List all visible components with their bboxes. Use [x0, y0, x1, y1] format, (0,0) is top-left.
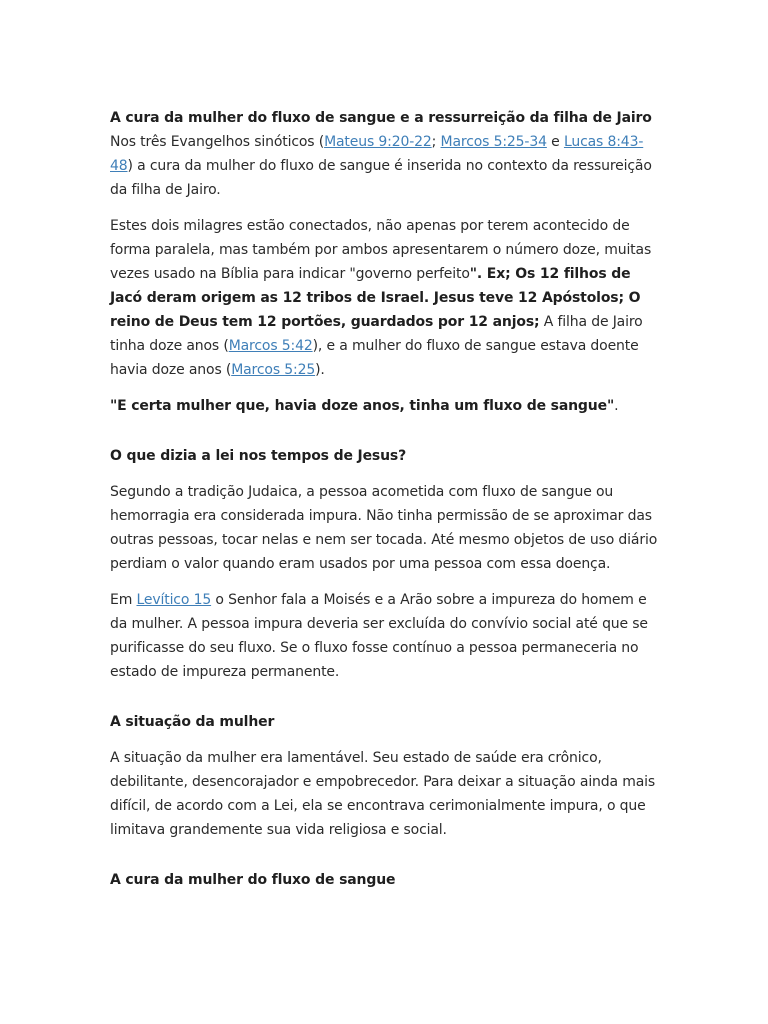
text-span: ; [431, 134, 441, 150]
link-levitico-15[interactable]: Levítico 15 [136, 592, 212, 608]
text-span: Nos três Evangelhos sinóticos ( [110, 134, 325, 150]
text-span: o Senhor fala a Moisés e a Arão sobre a impureza do homem e da mulher. A pessoa impura deveria ser excluída do convívio social até que se purificasse do seu fluxo. Se o fluxo fosse contínuo a pessoa permaneceria no estado de impureza permanente. [110, 592, 648, 680]
text-span: ) a cura da mulher do fluxo de sangue é inserida no contexto da ressureição da filha de Jairo. [110, 158, 652, 198]
text-span: A filha de Jairo tinha doze anos ( [110, 314, 643, 354]
article-body [110, 106, 660, 892]
bold-examples: ". Ex; Os 12 filhos de Jacó deram origem as 12 tribos de Israel. Jesus teve 12 Apóstolos; O reino de Deus tem 12 portões, guardados por 12 anjos; [110, 266, 641, 330]
situation-paragraph: A situação da mulher era lamentável. Seu estado de saúde era crônico, debilitante, desencorajador e empobrecedor. Para deixar a situação ainda mais difícil, de acordo com a Lei, ela se encontrava cerimonialmente impura, o que limitava grandemente sua vida religiosa e social. [110, 750, 656, 838]
section-heading-situation: A situação da mulher [110, 714, 275, 730]
law-paragraph: Segundo a tradição Judaica, a pessoa acometida com fluxo de sangue ou hemorragia era considerada impura. Não tinha permissão de se aproximar das outras pessoas, tocar nelas e nem ser tocada. Até mesmo objetos de uso diário perdiam o valor quando eram usados por uma pessoa com essa doença. [110, 484, 658, 572]
section-heading-law: O que dizia a lei nos tempos de Jesus? [110, 448, 407, 464]
leviticus-paragraph [110, 588, 660, 684]
section-heading-cure: A cura da mulher do fluxo de sangue [110, 872, 396, 888]
article-heading: A cura da mulher do fluxo de sangue e a ressurreição da filha de Jairo [110, 110, 652, 126]
text-span: ). [315, 362, 325, 378]
text-span: Em [110, 592, 137, 608]
bold-quote: "E certa mulher que, havia doze anos, tinha um fluxo de sangue" [110, 398, 615, 414]
link-mateus-9-20-22[interactable]: Mateus 9:20-22 [324, 134, 432, 150]
link-marcos-5-25-34[interactable]: Marcos 5:25-34 [440, 134, 547, 150]
text-span: e [546, 134, 564, 150]
intro-paragraph [110, 130, 660, 202]
text-span: ), e a mulher do fluxo de sangue estava doente havia doze anos ( [110, 338, 639, 378]
text-span: . [614, 398, 619, 414]
link-marcos-5-25[interactable]: Marcos 5:25 [231, 362, 316, 378]
link-lucas-8-43-48[interactable]: Lucas 8:43-48 [110, 134, 644, 174]
miracles-paragraph [110, 214, 660, 382]
text-span: Estes dois milagres estão conectados, não apenas por terem acontecido de forma paralela, mas também por ambos apresentarem o número doze, muitas vezes usado na Bíblia para indicar "governo perfeito [110, 218, 652, 282]
quote-paragraph [110, 394, 660, 418]
link-marcos-5-42[interactable]: Marcos 5:42 [228, 338, 313, 354]
